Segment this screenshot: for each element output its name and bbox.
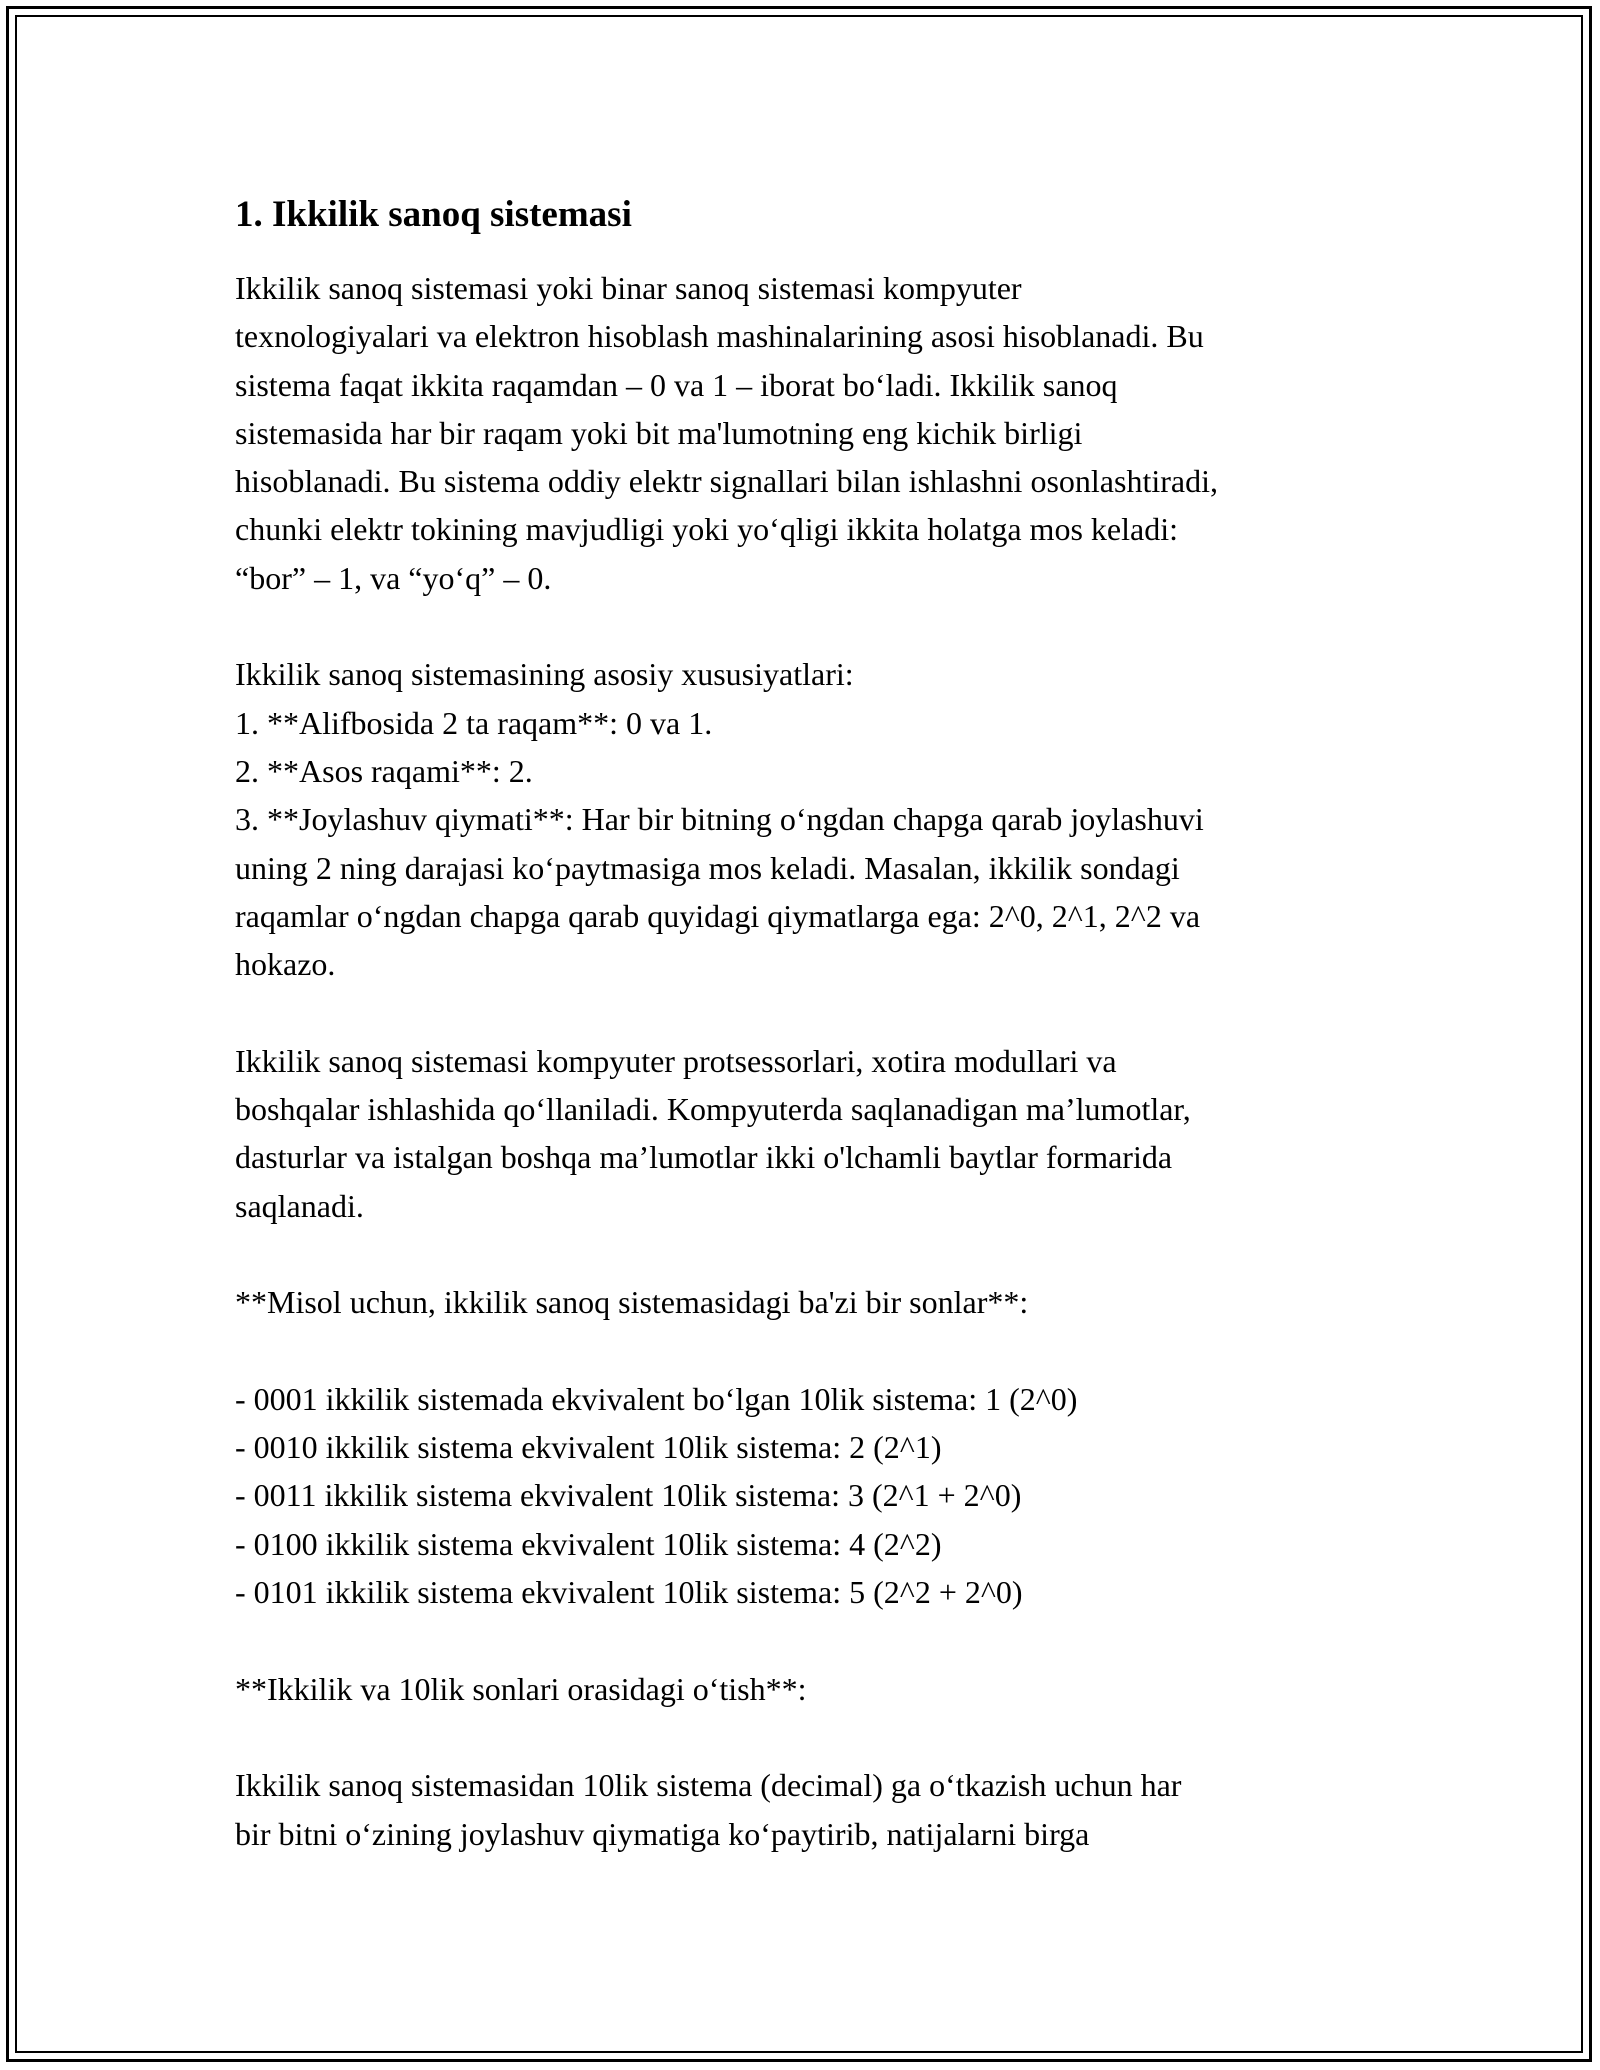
- text-line: uning 2 ning darajasi ko‘paytmasiga mos keladi. Masalan, ikkilik sondagi: [235, 849, 1180, 886]
- text-line: Ikkilik sanoq sistemasining asosiy xususiyatlari:: [235, 656, 854, 693]
- examples-list: [235, 1375, 1415, 1665]
- text-line: Ikkilik sanoq sistemasi kompyuter protsessorlari, xotira modullari va: [235, 1042, 1117, 1079]
- list-item: 3. **Joylashuv qiymati**: Har bir bitning o‘ngdan chapga qarab joylashuvi: [235, 801, 1204, 838]
- paragraph-gap: [235, 1713, 1415, 1761]
- text-line: chunki elektr tokining mavjudligi yoki yo‘qligi ikkita holatga mos keladi:: [235, 511, 1178, 548]
- list-item: - 0100 ikkilik sistema ekvivalent 10lik sistema: 4 (2^2): [235, 1525, 942, 1562]
- text-line: Ikkilik sanoq sistemasi yoki binar sanoq sistemasi kompyuter: [235, 270, 1022, 306]
- text-line: raqamlar o‘ngdan chapga qarab quyidagi qiymatlarga ega: 2^0, 2^1, 2^2 va: [235, 897, 1201, 934]
- text-line: hisoblanadi. Bu sistema oddiy elektr signallari bilan ishlashni osonlashtiradi,: [235, 463, 1218, 500]
- text-line: **Ikkilik va 10lik sonlari orasidagi o‘tish**:: [235, 1670, 807, 1707]
- text-line: “bor” – 1, va “yo‘q” – 0.: [235, 559, 552, 596]
- text-line: hokazo.: [235, 946, 336, 983]
- text-line: boshqalar ishlashida qo‘llaniladi. Kompyuterda saqlanadigan ma’lumotlar,: [235, 1091, 1191, 1128]
- text-line: sistema faqat ikkita raqamdan – 0 va 1 – iborat bo‘ladi. Ikkilik sanoq: [235, 366, 1118, 403]
- paragraph-gap: [235, 1616, 1415, 1664]
- examples-heading-paragraph: [235, 1278, 1415, 1375]
- list-item: 2. **Asos raqami**: 2.: [235, 752, 533, 789]
- list-item: - 0001 ikkilik sistemada ekvivalent bo‘lgan 10lik sistema: 1 (2^0): [235, 1380, 1078, 1417]
- section-title: 1. Ikkilik sanoq sistemasi: [235, 194, 632, 235]
- paragraph-gap: [235, 988, 1415, 1036]
- paragraph-gap: [235, 602, 1415, 650]
- intro-paragraph: [235, 264, 1415, 650]
- text-line: Ikkilik sanoq sistemasidan 10lik sistema (decimal) ga o‘tkazish uchun har: [235, 1767, 1182, 1804]
- text-line: sistemasida har bir raqam yoki bit ma'lumotning eng kichik birligi: [235, 414, 1083, 451]
- conversion-heading-paragraph: [235, 1665, 1415, 1762]
- text-line: texnologiyalari va elektron hisoblash mashinalarining asosi hisoblanadi. Bu: [235, 318, 1204, 355]
- text-line: bir bitni o‘zining joylashuv qiymatiga ko‘paytirib, natijalarni birga: [235, 1815, 1090, 1852]
- list-item: - 0010 ikkilik sistema ekvivalent 10lik sistema: 2 (2^1): [235, 1429, 942, 1466]
- properties-paragraph: [235, 650, 1415, 1036]
- list-item: - 0011 ikkilik sistema ekvivalent 10lik sistema: 3 (2^1 + 2^0): [235, 1477, 1022, 1514]
- conversion-paragraph: [235, 1761, 1415, 1858]
- document-body: [235, 188, 1415, 1858]
- list-item: - 0101 ikkilik sistema ekvivalent 10lik sistema: 5 (2^2 + 2^0): [235, 1574, 1023, 1611]
- usage-paragraph: [235, 1037, 1415, 1278]
- text-line: saqlanadi.: [235, 1187, 364, 1224]
- list-item: 1. **Alifbosida 2 ta raqam**: 0 va 1.: [235, 704, 713, 741]
- paragraph-gap: [235, 1327, 1415, 1375]
- paragraph-gap: [235, 1230, 1415, 1278]
- text-line: dasturlar va istalgan boshqa ma’lumotlar ikki o'lchamli baytlar formarida: [235, 1139, 1173, 1176]
- text-line: **Misol uchun, ikkilik sanoq sistemasidagi ba'zi bir sonlar**:: [235, 1284, 1029, 1321]
